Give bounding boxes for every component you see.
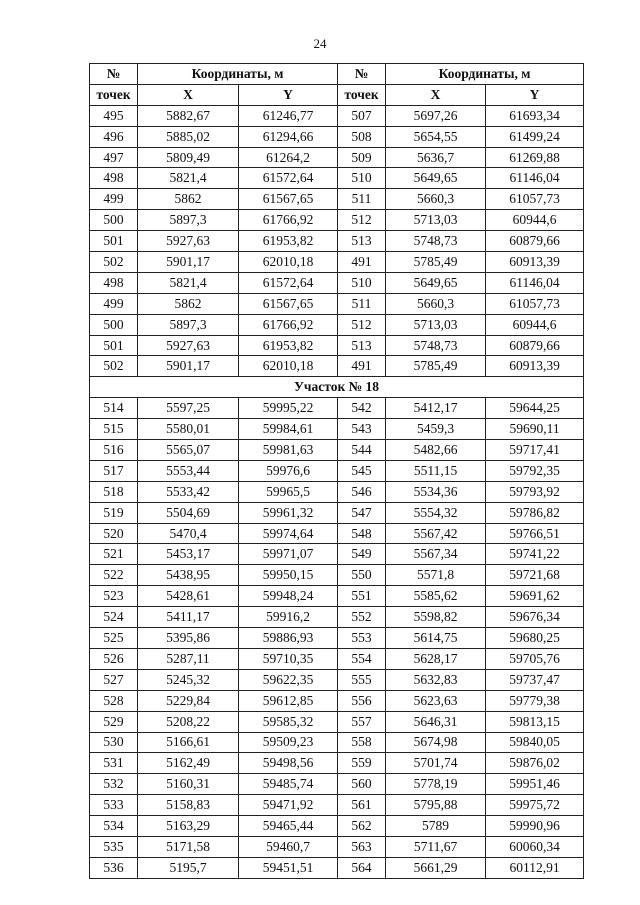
y-right-cell: 59990,96 bbox=[486, 816, 584, 837]
x-left-cell: 5504,69 bbox=[138, 502, 239, 523]
x-right-cell: 5660,3 bbox=[386, 189, 486, 210]
y-label-right: Y bbox=[486, 84, 584, 105]
x-left-cell: 5553,44 bbox=[138, 460, 239, 481]
x-left-cell: 5533,42 bbox=[138, 481, 239, 502]
x-right-cell: 5482,66 bbox=[386, 440, 486, 461]
table-row bbox=[90, 126, 584, 147]
point-number-right-cell: 510 bbox=[338, 168, 386, 189]
x-right-cell: 5632,83 bbox=[386, 669, 486, 690]
x-left-cell: 5195,7 bbox=[138, 857, 239, 878]
table-row bbox=[90, 523, 584, 544]
x-right-cell: 5654,55 bbox=[386, 126, 486, 147]
y-right-cell: 60913,39 bbox=[486, 252, 584, 273]
y-left-cell: 61953,82 bbox=[239, 335, 338, 356]
point-number-left-cell: 514 bbox=[90, 398, 138, 419]
x-left-cell: 5163,29 bbox=[138, 816, 239, 837]
point-number-right-cell: 552 bbox=[338, 607, 386, 628]
y-right-cell: 59840,05 bbox=[486, 732, 584, 753]
page-number: 24 bbox=[313, 36, 327, 51]
x-right-cell: 5567,42 bbox=[386, 523, 486, 544]
point-number-right-cell: 549 bbox=[338, 544, 386, 565]
x-left-cell: 5580,01 bbox=[138, 419, 239, 440]
y-right-cell: 59876,02 bbox=[486, 753, 584, 774]
num-sub-right: точек bbox=[338, 84, 386, 105]
table-row bbox=[90, 795, 584, 816]
y-right-cell: 61499,24 bbox=[486, 126, 584, 147]
y-right-cell: 60879,66 bbox=[486, 231, 584, 252]
x-right-cell: 5789 bbox=[386, 816, 486, 837]
table-row bbox=[90, 210, 584, 231]
section-header bbox=[90, 377, 584, 398]
x-left-cell: 5885,02 bbox=[138, 126, 239, 147]
y-right-cell: 61269,88 bbox=[486, 147, 584, 168]
table-row bbox=[90, 147, 584, 168]
x-left-cell: 5862 bbox=[138, 189, 239, 210]
point-number-left-cell: 533 bbox=[90, 795, 138, 816]
y-left-cell: 59961,32 bbox=[239, 502, 338, 523]
x-left-cell: 5395,86 bbox=[138, 628, 239, 649]
y-left-cell: 61294,66 bbox=[239, 126, 338, 147]
point-number-left-cell: 534 bbox=[90, 816, 138, 837]
table-row bbox=[90, 711, 584, 732]
header-row-1 bbox=[90, 64, 584, 85]
table-row bbox=[90, 398, 584, 419]
table-row bbox=[90, 168, 584, 189]
x-right-cell: 5649,65 bbox=[386, 168, 486, 189]
x-right-cell: 5649,65 bbox=[386, 272, 486, 293]
x-left-cell: 5162,49 bbox=[138, 753, 239, 774]
y-right-cell: 60112,91 bbox=[486, 857, 584, 878]
y-left-cell: 61572,64 bbox=[239, 168, 338, 189]
table-row bbox=[90, 565, 584, 586]
x-left-cell: 5882,67 bbox=[138, 105, 239, 126]
table-row bbox=[90, 314, 584, 335]
y-left-cell: 61246,77 bbox=[239, 105, 338, 126]
x-right-cell: 5511,15 bbox=[386, 460, 486, 481]
point-number-right-cell: 513 bbox=[338, 335, 386, 356]
section-row bbox=[90, 377, 584, 398]
table-row bbox=[90, 857, 584, 878]
table-row bbox=[90, 502, 584, 523]
y-left-cell: 61567,65 bbox=[239, 293, 338, 314]
x-right-cell: 5636,7 bbox=[386, 147, 486, 168]
point-number-left-cell: 522 bbox=[90, 565, 138, 586]
point-number-left-cell: 527 bbox=[90, 669, 138, 690]
y-left-cell: 59965,5 bbox=[239, 481, 338, 502]
point-number-left-cell: 520 bbox=[90, 523, 138, 544]
x-right-cell: 5554,32 bbox=[386, 502, 486, 523]
point-number-right-cell: 544 bbox=[338, 440, 386, 461]
point-number-right-cell: 554 bbox=[338, 648, 386, 669]
point-number-right-cell: 558 bbox=[338, 732, 386, 753]
point-number-left-cell: 526 bbox=[90, 648, 138, 669]
y-left-cell: 59886,93 bbox=[239, 628, 338, 649]
table-row bbox=[90, 732, 584, 753]
x-label-left: X bbox=[138, 84, 239, 105]
table-row bbox=[90, 544, 584, 565]
x-right-cell: 5674,98 bbox=[386, 732, 486, 753]
x-left-cell: 5901,17 bbox=[138, 356, 239, 377]
y-right-cell: 61146,04 bbox=[486, 168, 584, 189]
x-right-cell: 5585,62 bbox=[386, 586, 486, 607]
table-row bbox=[90, 252, 584, 273]
point-number-right-cell: 491 bbox=[338, 356, 386, 377]
point-number-left-cell: 496 bbox=[90, 126, 138, 147]
y-right-cell: 59779,38 bbox=[486, 690, 584, 711]
x-left-cell: 5438,95 bbox=[138, 565, 239, 586]
point-number-left-cell: 535 bbox=[90, 836, 138, 857]
x-left-cell: 5927,63 bbox=[138, 231, 239, 252]
table-row bbox=[90, 272, 584, 293]
y-left-cell: 59451,51 bbox=[239, 857, 338, 878]
y-left-cell: 59984,61 bbox=[239, 419, 338, 440]
y-left-cell: 61572,64 bbox=[239, 272, 338, 293]
point-number-right-cell: 513 bbox=[338, 231, 386, 252]
y-left-cell: 59916,2 bbox=[239, 607, 338, 628]
y-right-cell: 60879,66 bbox=[486, 335, 584, 356]
table-body-top bbox=[90, 105, 584, 377]
y-left-cell: 61766,92 bbox=[239, 314, 338, 335]
y-left-cell: 61264,2 bbox=[239, 147, 338, 168]
x-right-cell: 5701,74 bbox=[386, 753, 486, 774]
y-right-cell: 60060,34 bbox=[486, 836, 584, 857]
table-row bbox=[90, 836, 584, 857]
table-row bbox=[90, 335, 584, 356]
y-left-cell: 59585,32 bbox=[239, 711, 338, 732]
table-row bbox=[90, 419, 584, 440]
y-left-cell: 59471,92 bbox=[239, 795, 338, 816]
point-number-right-cell: 560 bbox=[338, 774, 386, 795]
table-row bbox=[90, 105, 584, 126]
point-number-left-cell: 536 bbox=[90, 857, 138, 878]
x-right-cell: 5661,29 bbox=[386, 857, 486, 878]
y-right-cell: 59691,62 bbox=[486, 586, 584, 607]
point-number-right-cell: 491 bbox=[338, 252, 386, 273]
x-left-cell: 5927,63 bbox=[138, 335, 239, 356]
point-number-left-cell: 500 bbox=[90, 210, 138, 231]
y-left-cell: 59509,23 bbox=[239, 732, 338, 753]
y-left-cell: 59612,85 bbox=[239, 690, 338, 711]
x-left-cell: 5453,17 bbox=[138, 544, 239, 565]
point-number-left-cell: 497 bbox=[90, 147, 138, 168]
x-right-cell: 5713,03 bbox=[386, 314, 486, 335]
table-row bbox=[90, 669, 584, 690]
point-number-right-cell: 559 bbox=[338, 753, 386, 774]
y-right-cell: 59766,51 bbox=[486, 523, 584, 544]
point-number-right-cell: 547 bbox=[338, 502, 386, 523]
point-number-right-cell: 507 bbox=[338, 105, 386, 126]
point-number-right-cell: 553 bbox=[338, 628, 386, 649]
x-right-cell: 5795,88 bbox=[386, 795, 486, 816]
point-number-right-cell: 511 bbox=[338, 189, 386, 210]
x-right-cell: 5660,3 bbox=[386, 293, 486, 314]
x-right-cell: 5598,82 bbox=[386, 607, 486, 628]
table-row bbox=[90, 753, 584, 774]
x-right-cell: 5711,67 bbox=[386, 836, 486, 857]
point-number-right-cell: 555 bbox=[338, 669, 386, 690]
y-left-cell: 59976,6 bbox=[239, 460, 338, 481]
x-left-cell: 5809,49 bbox=[138, 147, 239, 168]
point-number-right-cell: 546 bbox=[338, 481, 386, 502]
point-number-right-cell: 511 bbox=[338, 293, 386, 314]
y-right-cell: 59690,11 bbox=[486, 419, 584, 440]
y-left-cell: 59971,07 bbox=[239, 544, 338, 565]
y-right-cell: 59737,47 bbox=[486, 669, 584, 690]
point-number-right-cell: 542 bbox=[338, 398, 386, 419]
x-left-cell: 5821,4 bbox=[138, 168, 239, 189]
num-label-left: № bbox=[90, 64, 138, 85]
point-number-left-cell: 502 bbox=[90, 252, 138, 273]
point-number-left-cell: 501 bbox=[90, 231, 138, 252]
point-number-left-cell: 501 bbox=[90, 335, 138, 356]
y-right-cell: 59741,22 bbox=[486, 544, 584, 565]
y-left-cell: 62010,18 bbox=[239, 356, 338, 377]
y-right-cell: 61146,04 bbox=[486, 272, 584, 293]
table-row bbox=[90, 816, 584, 837]
x-right-cell: 5571,8 bbox=[386, 565, 486, 586]
point-number-right-cell: 557 bbox=[338, 711, 386, 732]
x-left-cell: 5160,31 bbox=[138, 774, 239, 795]
point-number-right-cell: 512 bbox=[338, 210, 386, 231]
point-number-left-cell: 499 bbox=[90, 189, 138, 210]
x-left-cell: 5897,3 bbox=[138, 314, 239, 335]
x-left-cell: 5158,83 bbox=[138, 795, 239, 816]
x-right-cell: 5748,73 bbox=[386, 231, 486, 252]
x-left-cell: 5229,84 bbox=[138, 690, 239, 711]
y-right-cell: 59793,92 bbox=[486, 481, 584, 502]
y-right-cell: 59975,72 bbox=[486, 795, 584, 816]
x-left-cell: 5171,58 bbox=[138, 836, 239, 857]
point-number-left-cell: 525 bbox=[90, 628, 138, 649]
y-right-cell: 59680,25 bbox=[486, 628, 584, 649]
header-row-2 bbox=[90, 84, 584, 105]
y-left-cell: 61567,65 bbox=[239, 189, 338, 210]
y-label-left: Y bbox=[239, 84, 338, 105]
x-right-cell: 5459,3 bbox=[386, 419, 486, 440]
y-left-cell: 59948,24 bbox=[239, 586, 338, 607]
point-number-right-cell: 564 bbox=[338, 857, 386, 878]
table-row bbox=[90, 189, 584, 210]
x-left-cell: 5208,22 bbox=[138, 711, 239, 732]
y-left-cell: 62010,18 bbox=[239, 252, 338, 273]
table-row bbox=[90, 628, 584, 649]
table-row bbox=[90, 440, 584, 461]
x-left-cell: 5862 bbox=[138, 293, 239, 314]
y-right-cell: 59705,76 bbox=[486, 648, 584, 669]
table-row bbox=[90, 648, 584, 669]
point-number-right-cell: 561 bbox=[338, 795, 386, 816]
coords-label-left: Координаты, м bbox=[138, 64, 338, 85]
x-right-cell: 5567,34 bbox=[386, 544, 486, 565]
y-right-cell: 59644,25 bbox=[486, 398, 584, 419]
y-right-cell: 59676,34 bbox=[486, 607, 584, 628]
x-left-cell: 5411,17 bbox=[138, 607, 239, 628]
x-right-cell: 5614,75 bbox=[386, 628, 486, 649]
coordinates-table bbox=[89, 63, 584, 879]
y-left-cell: 61953,82 bbox=[239, 231, 338, 252]
y-left-cell: 59710,35 bbox=[239, 648, 338, 669]
table-body-bottom bbox=[90, 398, 584, 878]
y-left-cell: 59460,7 bbox=[239, 836, 338, 857]
x-right-cell: 5697,26 bbox=[386, 105, 486, 126]
point-number-left-cell: 531 bbox=[90, 753, 138, 774]
x-label-right: X bbox=[386, 84, 486, 105]
x-right-cell: 5534,36 bbox=[386, 481, 486, 502]
y-right-cell: 61693,34 bbox=[486, 105, 584, 126]
point-number-right-cell: 508 bbox=[338, 126, 386, 147]
table-row bbox=[90, 356, 584, 377]
y-right-cell: 59786,82 bbox=[486, 502, 584, 523]
table-row bbox=[90, 586, 584, 607]
point-number-right-cell: 510 bbox=[338, 272, 386, 293]
table-row bbox=[90, 481, 584, 502]
x-left-cell: 5821,4 bbox=[138, 272, 239, 293]
point-number-left-cell: 529 bbox=[90, 711, 138, 732]
x-left-cell: 5166,61 bbox=[138, 732, 239, 753]
y-left-cell: 59974,64 bbox=[239, 523, 338, 544]
point-number-left-cell: 528 bbox=[90, 690, 138, 711]
y-right-cell: 60944,6 bbox=[486, 314, 584, 335]
table-row bbox=[90, 690, 584, 711]
point-number-right-cell: 550 bbox=[338, 565, 386, 586]
point-number-left-cell: 516 bbox=[90, 440, 138, 461]
x-left-cell: 5470,4 bbox=[138, 523, 239, 544]
table-row bbox=[90, 607, 584, 628]
point-number-left-cell: 495 bbox=[90, 105, 138, 126]
x-right-cell: 5785,49 bbox=[386, 356, 486, 377]
y-right-cell: 59951,46 bbox=[486, 774, 584, 795]
point-number-left-cell: 519 bbox=[90, 502, 138, 523]
point-number-left-cell: 523 bbox=[90, 586, 138, 607]
point-number-left-cell: 521 bbox=[90, 544, 138, 565]
point-number-right-cell: 548 bbox=[338, 523, 386, 544]
x-right-cell: 5412,17 bbox=[386, 398, 486, 419]
table-row bbox=[90, 460, 584, 481]
point-number-left-cell: 515 bbox=[90, 419, 138, 440]
y-right-cell: 59721,68 bbox=[486, 565, 584, 586]
x-left-cell: 5428,61 bbox=[138, 586, 239, 607]
point-number-right-cell: 509 bbox=[338, 147, 386, 168]
y-right-cell: 60944,6 bbox=[486, 210, 584, 231]
x-left-cell: 5565,07 bbox=[138, 440, 239, 461]
point-number-right-cell: 543 bbox=[338, 419, 386, 440]
point-number-left-cell: 499 bbox=[90, 293, 138, 314]
table-row bbox=[90, 231, 584, 252]
point-number-left-cell: 530 bbox=[90, 732, 138, 753]
y-left-cell: 59950,15 bbox=[239, 565, 338, 586]
point-number-right-cell: 551 bbox=[338, 586, 386, 607]
y-left-cell: 59981,63 bbox=[239, 440, 338, 461]
y-left-cell: 59622,35 bbox=[239, 669, 338, 690]
y-right-cell: 61057,73 bbox=[486, 293, 584, 314]
point-number-right-cell: 545 bbox=[338, 460, 386, 481]
x-right-cell: 5785,49 bbox=[386, 252, 486, 273]
y-right-cell: 59717,41 bbox=[486, 440, 584, 461]
x-right-cell: 5778,19 bbox=[386, 774, 486, 795]
y-left-cell: 59465,44 bbox=[239, 816, 338, 837]
x-right-cell: 5628,17 bbox=[386, 648, 486, 669]
y-right-cell: 60913,39 bbox=[486, 356, 584, 377]
point-number-left-cell: 500 bbox=[90, 314, 138, 335]
point-number-left-cell: 524 bbox=[90, 607, 138, 628]
num-label-right: № bbox=[338, 64, 386, 85]
x-left-cell: 5597,25 bbox=[138, 398, 239, 419]
x-left-cell: 5287,11 bbox=[138, 648, 239, 669]
y-left-cell: 59485,74 bbox=[239, 774, 338, 795]
point-number-right-cell: 556 bbox=[338, 690, 386, 711]
point-number-right-cell: 512 bbox=[338, 314, 386, 335]
point-number-right-cell: 562 bbox=[338, 816, 386, 837]
point-number-left-cell: 532 bbox=[90, 774, 138, 795]
point-number-left-cell: 517 bbox=[90, 460, 138, 481]
point-number-left-cell: 502 bbox=[90, 356, 138, 377]
point-number-left-cell: 498 bbox=[90, 168, 138, 189]
table-row bbox=[90, 774, 584, 795]
x-left-cell: 5897,3 bbox=[138, 210, 239, 231]
y-left-cell: 61766,92 bbox=[239, 210, 338, 231]
y-left-cell: 59498,56 bbox=[239, 753, 338, 774]
point-number-right-cell: 563 bbox=[338, 836, 386, 857]
x-right-cell: 5713,03 bbox=[386, 210, 486, 231]
x-left-cell: 5245,32 bbox=[138, 669, 239, 690]
section-title: Участок № 18 bbox=[90, 377, 584, 398]
x-right-cell: 5623,63 bbox=[386, 690, 486, 711]
table-row bbox=[90, 293, 584, 314]
x-right-cell: 5646,31 bbox=[386, 711, 486, 732]
y-right-cell: 59792,35 bbox=[486, 460, 584, 481]
num-sub-left: точек bbox=[90, 84, 138, 105]
x-right-cell: 5748,73 bbox=[386, 335, 486, 356]
x-left-cell: 5901,17 bbox=[138, 252, 239, 273]
y-left-cell: 59995,22 bbox=[239, 398, 338, 419]
point-number-left-cell: 498 bbox=[90, 272, 138, 293]
y-right-cell: 61057,73 bbox=[486, 189, 584, 210]
y-right-cell: 59813,15 bbox=[486, 711, 584, 732]
point-number-left-cell: 518 bbox=[90, 481, 138, 502]
coords-label-right: Координаты, м bbox=[386, 64, 584, 85]
